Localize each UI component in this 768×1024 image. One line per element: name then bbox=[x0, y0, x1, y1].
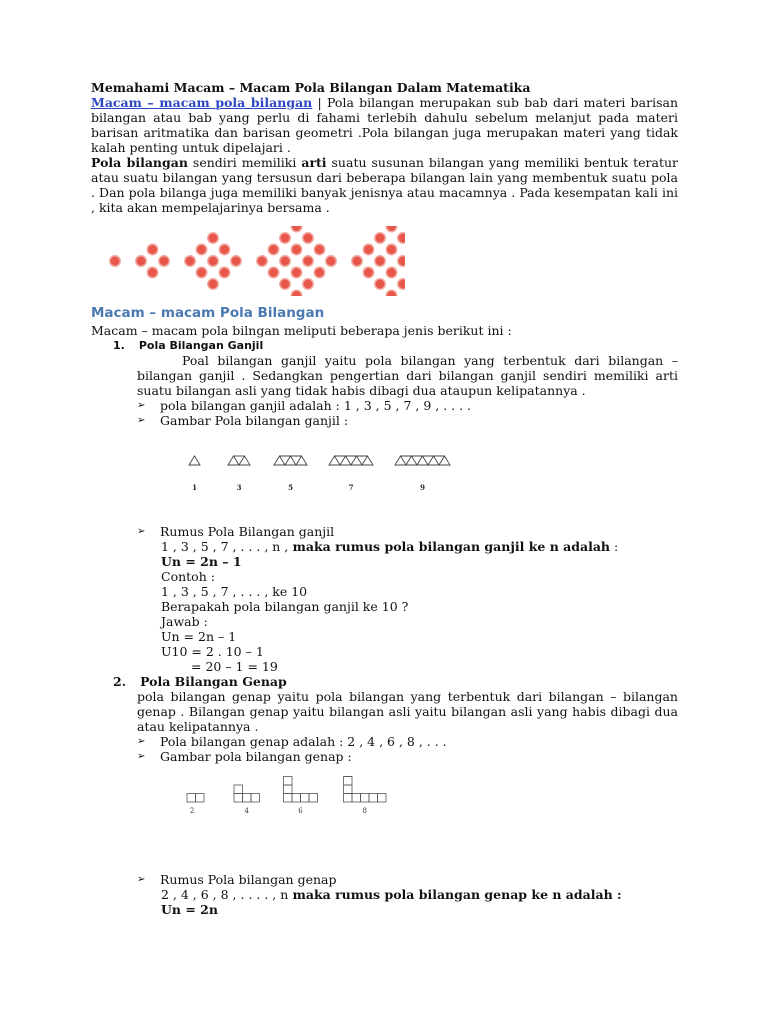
intro-link[interactable]: Macam – macam pola bilangan bbox=[91, 95, 313, 110]
dot bbox=[291, 267, 301, 277]
odd-bullet-1 bbox=[137, 398, 678, 413]
arrow-bullet-icon: ➢ bbox=[137, 874, 146, 885]
dot-pattern-figure bbox=[105, 226, 405, 296]
arrow-bullet-icon: ➢ bbox=[137, 400, 146, 411]
even-seq-bold: maka rumus pola bilangan genap ke n adalah : bbox=[288, 887, 622, 902]
dot bbox=[208, 279, 218, 289]
triangle bbox=[395, 456, 406, 465]
dot bbox=[291, 226, 301, 232]
even-description bbox=[137, 689, 678, 734]
dot bbox=[159, 256, 169, 266]
dot bbox=[398, 233, 405, 243]
triangle bbox=[228, 456, 239, 465]
even-heading bbox=[113, 674, 678, 689]
odd-desc-text: Poal bilangan ganjil yaitu pola bilangan yang terbentuk dari bilangan – bilangan ganjil . Sedangkan pengertian dari bilangan ganjil sendiri memiliki arti suatu bilangan asli yang tidak habis dibagi dua ataupun kelipatannya . bbox=[137, 353, 678, 398]
dot bbox=[208, 256, 218, 266]
triangle-label: 5 bbox=[288, 483, 293, 492]
dot bbox=[375, 279, 385, 289]
def-bold-arti: arti bbox=[301, 155, 327, 170]
dot bbox=[147, 267, 157, 277]
dot bbox=[398, 279, 405, 289]
even-sequence bbox=[161, 887, 678, 902]
dot bbox=[196, 244, 206, 254]
def-bold-term: Pola bilangan bbox=[91, 155, 188, 170]
dot bbox=[375, 256, 385, 266]
definition-paragraph bbox=[91, 155, 678, 215]
odd-triangle-figure bbox=[183, 446, 483, 506]
dot bbox=[386, 290, 396, 296]
even-b1-text: Pola bilangan genap adalah : 2 , 4 , 6 , 8 , . . . bbox=[160, 734, 447, 749]
dot bbox=[291, 290, 301, 296]
dot bbox=[386, 267, 396, 277]
odd-b3-text: Rumus Pola Bilangan ganjil bbox=[160, 524, 335, 539]
dot bbox=[280, 256, 290, 266]
dot bbox=[147, 244, 157, 254]
odd-answer-result: = 20 – 1 = 19 bbox=[191, 659, 278, 674]
square-label: 4 bbox=[244, 807, 249, 815]
even-heading-text: Pola Bilangan Genap bbox=[140, 674, 287, 689]
square bbox=[344, 794, 353, 803]
dot bbox=[398, 256, 405, 266]
odd-bullet-3 bbox=[137, 524, 678, 539]
dot bbox=[110, 256, 120, 266]
dot bbox=[208, 233, 218, 243]
dot bbox=[257, 256, 267, 266]
dot bbox=[326, 256, 336, 266]
dot bbox=[231, 256, 241, 266]
odd-b2-text: Gambar Pola bilangan ganjil : bbox=[160, 413, 349, 428]
square bbox=[284, 777, 293, 786]
dot bbox=[363, 267, 373, 277]
dot-group bbox=[136, 244, 169, 277]
triangle-group bbox=[189, 456, 200, 492]
square bbox=[284, 785, 293, 794]
triangle bbox=[189, 456, 200, 465]
triangle bbox=[439, 456, 450, 465]
odd-seq-end: : bbox=[610, 539, 619, 554]
odd-seq-bold: maka rumus pola bilangan ganjil ke n adalah bbox=[288, 539, 611, 554]
odd-number: 1. bbox=[113, 339, 125, 352]
dot bbox=[375, 233, 385, 243]
square bbox=[361, 794, 370, 803]
dot bbox=[352, 256, 362, 266]
triangle bbox=[274, 456, 285, 465]
dot bbox=[291, 244, 301, 254]
triangle bbox=[351, 456, 362, 465]
triangle bbox=[329, 456, 340, 465]
triangle bbox=[285, 456, 296, 465]
even-bullet-1 bbox=[137, 734, 678, 749]
square bbox=[309, 794, 318, 803]
triangle bbox=[340, 456, 351, 465]
odd-b1-text: pola bilangan ganjil adalah : 1 , 3 , 5 , 7 , 9 , . . . . bbox=[160, 398, 472, 413]
even-desc-text: pola bilangan genap yaitu pola bilangan yang terbentuk dari bilangan – bilangan genap . Bilangan genap yaitu bilangan asli yaitu bilangan asli yang habis dibagi dua atau kelipatannya . bbox=[137, 689, 678, 734]
triangle bbox=[417, 456, 428, 465]
dot-group bbox=[185, 233, 241, 289]
square-label: 8 bbox=[362, 807, 367, 815]
square bbox=[234, 785, 243, 794]
square-group bbox=[284, 777, 318, 816]
triangle bbox=[428, 456, 439, 465]
dot bbox=[280, 233, 290, 243]
odd-answer-step: U10 = 2 . 10 – 1 bbox=[161, 644, 264, 659]
def-text-2: suatu susunan bilangan yang memiliki bentuk teratur atau suatu bilangan yang tersusun dari beberapa bilangan lain yang membentuk suatu pola . Dan pola bilanga juga memiliki banyak jenisnya atau macamnya . Pada kesempatan kali ini , kita akan mempelajarinya bersama . bbox=[91, 155, 678, 215]
triangle-label: 7 bbox=[348, 483, 354, 492]
arrow-bullet-icon: ➢ bbox=[137, 751, 146, 762]
dot bbox=[268, 267, 278, 277]
square-group bbox=[344, 776, 387, 815]
even-seq-text: 2 , 4 , 6 , 8 , . . . . , n bbox=[161, 887, 289, 902]
section-intro: Macam – macam pola bilngan meliputi beberapa jenis berikut ini : bbox=[91, 323, 512, 338]
triangle-label: 3 bbox=[236, 483, 242, 492]
square bbox=[243, 794, 252, 803]
square-label: 6 bbox=[298, 807, 303, 815]
square bbox=[251, 794, 260, 803]
even-square-figure bbox=[183, 776, 483, 836]
triangle bbox=[296, 456, 307, 465]
page-title: Memahami Macam – Macam Pola Bilangan Dalam Matematika bbox=[91, 80, 531, 95]
odd-seq-text: 1 , 3 , 5 , 7 , . . . , n , bbox=[161, 539, 289, 554]
dot bbox=[303, 279, 313, 289]
triangle-label: 1 bbox=[192, 483, 197, 492]
square bbox=[378, 794, 387, 803]
dot bbox=[219, 244, 229, 254]
dot bbox=[314, 267, 324, 277]
dot bbox=[386, 244, 396, 254]
even-b2-text: Gambar pola bilangan genap : bbox=[160, 749, 352, 764]
dot bbox=[268, 244, 278, 254]
odd-answer-label: Jawab : bbox=[161, 614, 208, 629]
triangle-group bbox=[274, 456, 307, 492]
arrow-bullet-icon: ➢ bbox=[137, 526, 146, 537]
square-group bbox=[187, 794, 204, 816]
odd-formula-text: Un = 2n – 1 bbox=[161, 554, 242, 569]
triangle bbox=[406, 456, 417, 465]
dot bbox=[386, 226, 396, 232]
dot bbox=[363, 244, 373, 254]
odd-formula bbox=[161, 554, 678, 569]
triangle-group bbox=[395, 456, 450, 492]
dot bbox=[314, 244, 324, 254]
even-bullet-2 bbox=[137, 749, 678, 764]
dot bbox=[185, 256, 195, 266]
triangle-group bbox=[329, 456, 373, 492]
document-page bbox=[91, 80, 678, 917]
odd-description bbox=[137, 353, 678, 398]
dot bbox=[219, 267, 229, 277]
arrow-bullet-icon: ➢ bbox=[137, 415, 146, 426]
even-b3-text: Rumus Pola bilangan genap bbox=[160, 872, 337, 887]
even-bullet-3 bbox=[137, 872, 678, 887]
odd-heading bbox=[113, 338, 678, 353]
even-formula-text: Un = 2n bbox=[161, 902, 218, 917]
square bbox=[344, 777, 353, 786]
odd-answer-formula: Un = 2n – 1 bbox=[161, 629, 237, 644]
square bbox=[344, 785, 353, 794]
square bbox=[369, 794, 378, 803]
dot-group bbox=[257, 226, 336, 296]
square bbox=[196, 794, 205, 803]
square bbox=[292, 794, 301, 803]
even-formula bbox=[161, 902, 678, 917]
triangle-group bbox=[228, 456, 250, 492]
dot bbox=[280, 279, 290, 289]
dot bbox=[303, 233, 313, 243]
odd-example-seq: 1 , 3 , 5 , 7 , . . . , ke 10 bbox=[161, 584, 308, 599]
square-label: 2 bbox=[189, 807, 195, 815]
square bbox=[234, 794, 243, 803]
square bbox=[352, 794, 361, 803]
intro-text: | Pola bilangan merupakan sub bab dari materi barisan bilangan atau bab yang perlu di fahami terlebih dahulu sebelum melanjut pada materi barisan aritmatika dan barisan geometri .Pola bilangan juga merupakan materi yang tidak kalah penting untuk dipelajari . bbox=[91, 95, 678, 155]
dot bbox=[303, 256, 313, 266]
intro-paragraph bbox=[91, 95, 678, 155]
square bbox=[187, 794, 196, 803]
square bbox=[284, 794, 293, 803]
odd-question: Berapakah pola bilangan ganjil ke 10 ? bbox=[161, 599, 409, 614]
triangle bbox=[239, 456, 250, 465]
square bbox=[344, 776, 353, 777]
square-group bbox=[234, 785, 260, 815]
triangle-label: 9 bbox=[420, 483, 425, 492]
dot bbox=[196, 267, 206, 277]
dot-group bbox=[352, 226, 405, 296]
dot-group bbox=[110, 256, 120, 266]
arrow-bullet-icon: ➢ bbox=[137, 736, 146, 747]
odd-sequence bbox=[161, 539, 678, 554]
odd-heading-text: Pola Bilangan Ganjil bbox=[138, 339, 264, 352]
odd-contoh: Contoh : bbox=[161, 569, 215, 584]
section-heading: Macam – macam Pola Bilangan bbox=[91, 305, 325, 321]
dot bbox=[136, 256, 146, 266]
def-text-1: sendiri memiliki bbox=[187, 155, 302, 170]
odd-bullet-2 bbox=[137, 413, 678, 428]
triangle bbox=[362, 456, 373, 465]
square bbox=[301, 794, 310, 803]
even-number: 2. bbox=[113, 674, 127, 689]
